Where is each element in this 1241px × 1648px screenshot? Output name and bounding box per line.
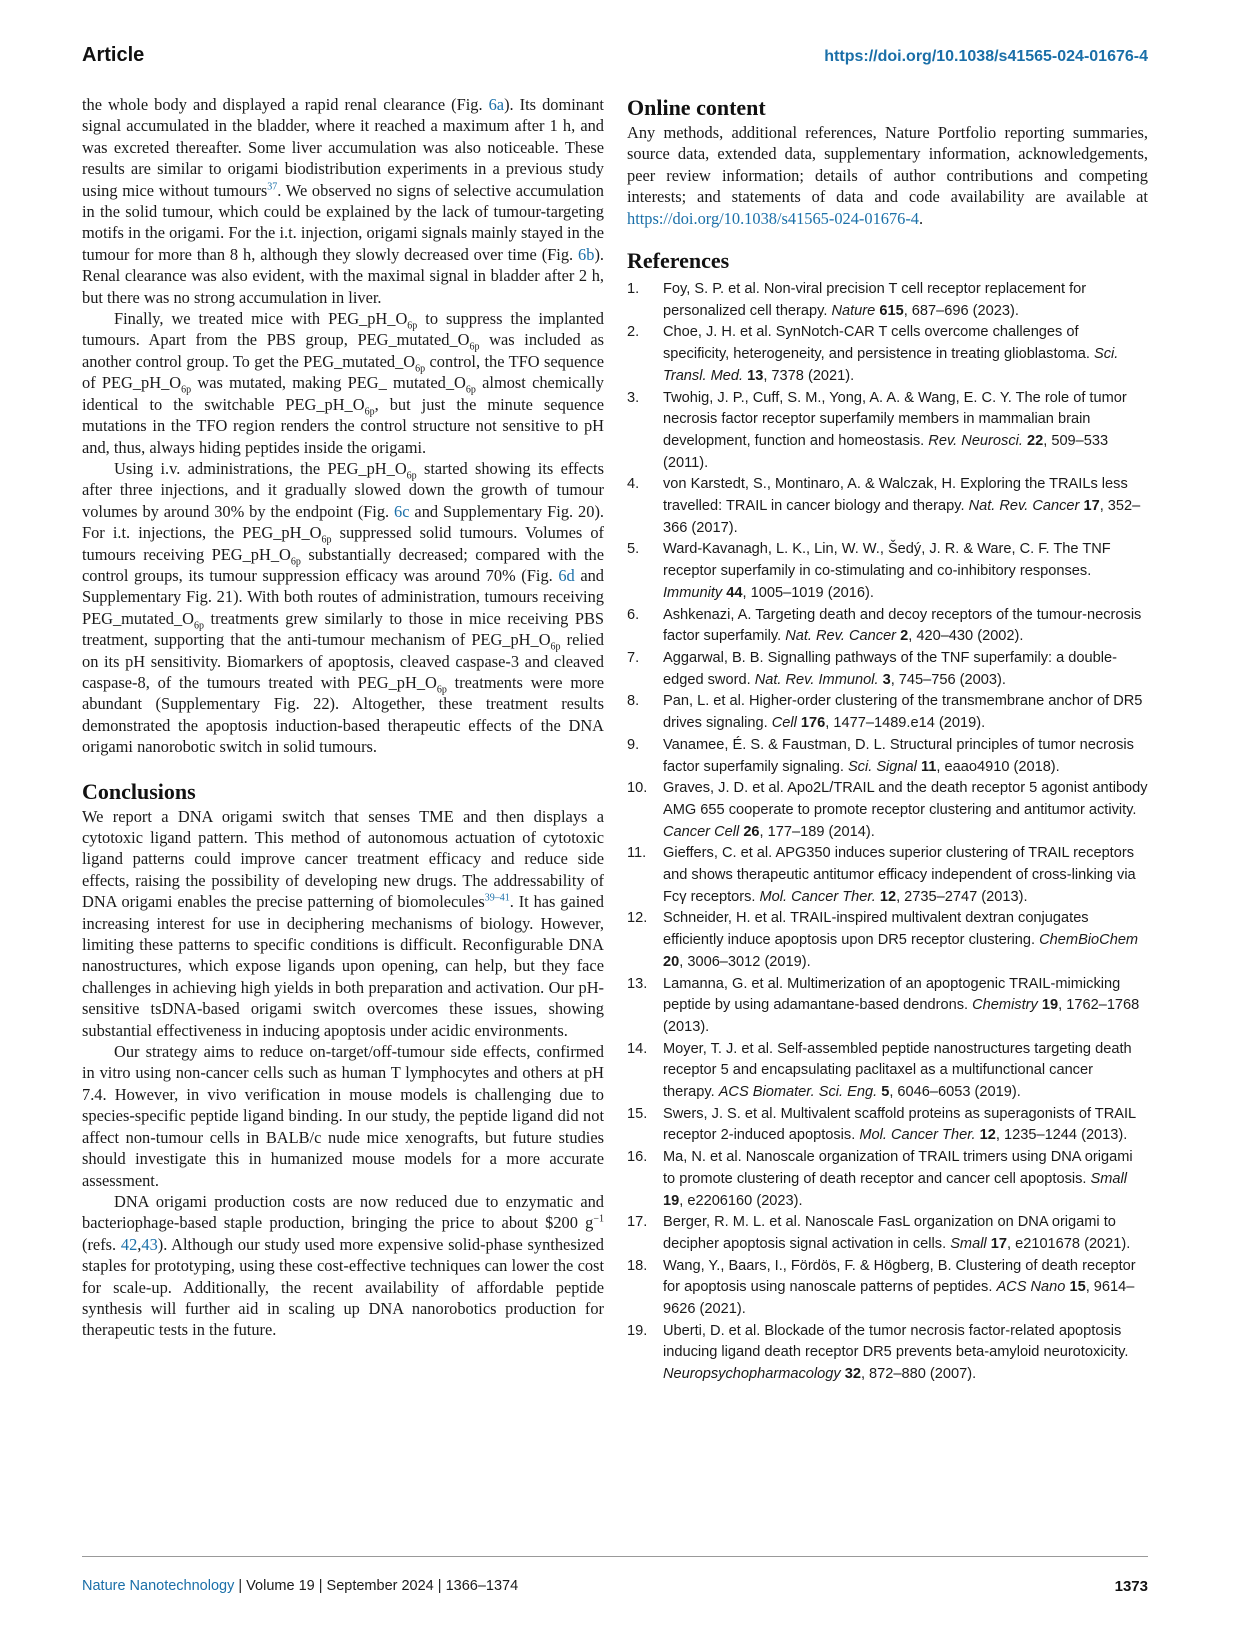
reference-pages: , 1235–1244 (2013).: [995, 1127, 1128, 1144]
reference-pages: , 1762–1768 (2013).: [663, 997, 1140, 1035]
reference-volume: 12: [979, 1127, 996, 1144]
reference-authors-title: Schneider, H. et al. TRAIL-inspired multivalent dextran conjugates efficiently induce apoptosis upon DR5 receptor clustering.: [663, 910, 1089, 949]
footer-divider: [82, 1556, 1148, 1557]
page-number: 1373: [1114, 1578, 1148, 1595]
reference-volume: 15: [1069, 1279, 1086, 1296]
reference-authors-title: Berger, R. M. L. et al. Nanoscale FasL organization on DNA origami to decipher apoptosis signal activation in cells.: [663, 1214, 1116, 1252]
reference-number: 18.: [627, 1257, 648, 1274]
reference-volume: 2: [900, 628, 909, 645]
reference-journal: Immunity: [663, 584, 723, 601]
paragraph-conclusion-3: DNA origami production costs are now reduced due to enzymatic and bacteriophage-based staple production, bringing the price to about $200 $g^{-1}$ (refs. 42,43). Although our study used more expensive solid-phase synthesized staples for prototyping, using these cost-effective techniques can lower the cost for scale-up. Additionally, the recent availability of affordable peptide synthesis will further aid in scaling up DNA nanorobotics production for therapeutic tests in the future.: [82, 1191, 604, 1340]
reference-number: 1.: [627, 281, 640, 298]
reference-number: 11.: [627, 845, 647, 862]
reference-journal: Mol. Cancer Ther.: [759, 888, 876, 905]
reference-pages: , 687–696 (2023).: [903, 302, 1019, 319]
reference-journal: Mol. Cancer Ther.: [859, 1127, 976, 1144]
reference-item: [627, 1104, 1148, 1147]
reference-pages: , 177–189 (2014).: [759, 823, 875, 840]
reference-authors-title: Ma, N. et al. Nanoscale organization of TRAIL trimers using DNA origami to promote clustering of death receptor and cancer cell apoptosis.: [663, 1149, 1133, 1187]
reference-pages: , 6046–6053 (2019).: [889, 1084, 1021, 1101]
reference-authors-title: Swers, J. S. et al. Multivalent scaffold proteins as superagonists of TRAIL receptor 2-induced apoptosis.: [663, 1105, 1136, 1144]
figure-link[interactable]: 6b: [578, 244, 595, 264]
reference-authors-title: Graves, J. D. et al. Apo2L/TRAIL and the death receptor 5 agonist antibody AMG 655 cooperate to promote receptor clustering and antitumor activity.: [663, 780, 1148, 818]
reference-journal: Sci. Signal: [847, 758, 917, 775]
reference-authors-title: von Karstedt, S., Montinaro, A. & Walczak, H. Exploring the TRAILs less travelled: TRAIL in cancer biology and therapy.: [663, 476, 1128, 515]
reference-number: 16.: [627, 1149, 648, 1166]
reference-number: 2.: [627, 324, 640, 341]
reference-volume: 17: [1083, 498, 1100, 515]
reference-authors-title: Ashkenazi, A. Targeting death and decoy receptors of the tumour-necrosis factor superfamily.: [663, 606, 1142, 645]
reference-volume: 12: [879, 888, 897, 905]
online-content-paragraph: Any methods, additional references, Nature Portfolio reporting summaries, source data, extended data, supplementary information, acknowledgements, peer review information; details of author contributions and competing interests; and statements of data and code availability are available at https://doi.org/10.1038/s41565-024-01676-4.: [627, 123, 1148, 228]
reference-number: 9.: [627, 736, 640, 753]
reference-item: [627, 605, 1148, 648]
reference-journal: Nat. Rev. Immunol.: [754, 671, 879, 688]
reference-number: 4.: [627, 476, 640, 493]
reference-item: [627, 778, 1148, 843]
paragraph-conclusion-1: We report a DNA origami switch that senses TME and then displays a cytotoxic ligand pattern. This method of autonomous actuation of cytotoxic ligand patterns could improve cancer treatment efficacy and reduce side effects, raising the possibility of developing new drugs. The addressability of DNA origami enables the precise patterning of biomolecules$^{39-41}$. It has gained increasing interest for use in deciphering mechanisms of biology. However, limiting these patterns to specific conditions is difficult. Reconfigurable DNA nanostructures, which expose ligands upon opening, can help, but they face challenges in achieving high yields in both preparation and activation. Our pH-sensitive tsDNA-based origami switch overcomes these issues, showing substantial effectiveness in inducing apoptosis under acidic environments.: [82, 806, 604, 1040]
reference-journal: Cell: [771, 715, 797, 732]
reference-journal: Small: [950, 1235, 987, 1252]
reference-item: [627, 908, 1148, 973]
paragraph-conclusion-2: Our strategy aims to reduce on-target/off-tumour side effects, confirmed in vitro using non-cancer cells such as human T lymphocytes and others at pH 7.4. However, in vivo verification in mouse models is challenging due to species-specific peptide ligand binding. In our study, the peptide ligand did not affect non-tumour cells in BALB/c nude mice xenografts, but future studies should investigate this in humanized mouse models for a more accurate assessment.: [82, 1042, 604, 1190]
reference-number: 15.: [627, 1105, 648, 1122]
reference-authors-title: Moyer, T. J. et al. Self-assembled peptide nanostructures targeting death receptor 5 and encapsulating paclitaxel as a multifunctional cancer therapy.: [663, 1040, 1132, 1101]
reference-volume: 3: [882, 671, 891, 688]
reference-item: [627, 735, 1148, 778]
citation-link[interactable]: 42: [120, 1234, 138, 1254]
reference-volume: 11: [920, 758, 937, 775]
reference-volume: 44: [726, 584, 743, 601]
reference-number: 3.: [627, 389, 640, 406]
reference-item: [627, 539, 1148, 604]
reference-item: [627, 1321, 1148, 1386]
conclusions-heading: Conclusions: [82, 778, 196, 804]
paragraph-administration: Using i.v. administrations, the $PEG\_pH\_O_{6p}$ started showing its effects after three injections, and it gradually slowed down the growth of tumour volumes by around 30% by the endpoint (Fig. 6c and Supplementary Fig. 20). For i.t. injections, the $PEG\_pH\_O_{6p}$ suppressed solid tumours. Volumes of tumours receiving $PEG\_pH\_O_{6p}$ substantially decreased; compared with the control groups, its tumour suppression efficacy was around 70% (Fig. 6d and Supplementary Fig. 21). With both routes of administration, tumours receiving $PEG\_mutated\_O_{6p}$ treatments grew similarly to those in mice receiving PBS treatment, supporting that the anti-tumour mechanism of $PEG\_pH\_O_{6p}$ relied on its pH sensitivity. Biomarkers of apoptosis, cleaved caspase-3 and cleaved caspase-8, of the tumours treated with $PEG\_pH\_O_{6p}$ treatments were more abundant (Supplementary Fig. 22). Altogether, these treatment results demonstrated the apoptosis induction-based therapeutic effects of the DNA origami nanorobotic switch in solid tumours.: [82, 458, 605, 757]
reference-item: [627, 388, 1148, 475]
issue-details: | Volume 19 | September 2024 | 1366–1374: [234, 1578, 519, 1594]
reference-journal: Nat. Rev. Cancer: [785, 628, 897, 645]
reference-item: [627, 1256, 1148, 1321]
reference-item: [627, 1212, 1148, 1255]
reference-item: [627, 648, 1148, 691]
citation-link[interactable]: 43: [141, 1234, 158, 1254]
figure-link[interactable]: 6d: [558, 565, 575, 585]
reference-authors-title: Pan, L. et al. Higher-order clustering of the transmembrane anchor of DR5 drives signaling.: [663, 693, 1143, 732]
reference-journal: Small: [1090, 1170, 1128, 1187]
reference-journal: ACS Biomater. Sci. Eng.: [718, 1084, 878, 1101]
reference-volume: 5: [881, 1084, 890, 1101]
reference-number: 13.: [627, 975, 648, 992]
references-heading: References: [627, 248, 730, 274]
reference-item: [627, 474, 1148, 539]
reference-volume: 19: [1041, 997, 1059, 1014]
paragraph-biodistribution: the whole body and displayed a rapid renal clearance (Fig. 6a). Its dominant signal accumulated in the bladder, where it reached a maximum after 1 h, and was excreted thereafter. Some liver accumulation was also noticeable. These results are similar to origami biodistribution experiments in a previous study using mice without tumours$^{37}$. We observed no signs of selective accumulation in the solid tumour, which could be explained by the lack of tumour-targeting motifs in the origami. For the i.t. injection, origami signals mainly stayed in the tumour for more than 8 h, although they slowly decreased over time (Fig. 6b). Renal clearance was also evident, with the maximal signal in bladder after 2 h, but there was no strong accumulation in liver.: [82, 95, 604, 307]
reference-journal: Sci. Transl. Med.: [663, 346, 1119, 384]
doi-link[interactable]: https://doi.org/10.1038/s41565-024-01676-4: [824, 48, 1148, 65]
reference-number: 8.: [627, 693, 640, 710]
reference-pages: , e2206160 (2023).: [679, 1192, 803, 1209]
reference-list: [627, 279, 1148, 1386]
reference-number: 12.: [627, 910, 648, 927]
reference-item: [627, 843, 1148, 908]
reference-journal: Nat. Rev. Cancer: [968, 498, 1080, 515]
reference-number: 19.: [627, 1322, 648, 1339]
reference-journal: Neuropsychopharmacology: [663, 1366, 841, 1383]
reference-journal: Rev. Neurosci.: [928, 432, 1023, 449]
online-content-doi-link[interactable]: https://doi.org/10.1038/s41565-024-01676-4: [627, 208, 919, 228]
reference-pages: , 2735–2747 (2013).: [896, 888, 1028, 905]
reference-item: [627, 1147, 1148, 1212]
reference-authors-title: Gieffers, C. et al. APG350 induces superior clustering of TRAIL receptors and shows therapeutic antitumor efficacy independent of cross-linking via Fcγ receptors.: [663, 845, 1136, 905]
paragraph-treatment: Finally, we treated mice with $PEG\_pH\_O_{6p}$ to suppress the implanted tumours. Apart from the PBS group, $PEG\_mutated\_O_{6p}$ was included as another control group. To get the $PEG\_mutated\_O_{6p}$ control, the TFO sequence of $PEG\_pH\_O_{6p}$ was mutated, making PEG_ $mutated\_O_{6p}$ almost chemically identical to the switchable $PEG\_pH\_O_{6p}$, but just the minute sequence mutations in the TFO region renders the control structure not sensitive to pH and, thus, always hiding peptides inside the origami.: [82, 309, 605, 457]
reference-authors-title: Twohig, J. P., Cuff, S. M., Yong, A. A. & Wang, E. C. Y. The role of tumor necrosis factor receptor superfamily members in mammalian brain development, function and homeostasis.: [663, 389, 1127, 449]
reference-pages: , 509–533 (2011).: [663, 432, 1109, 471]
reference-pages: , e2101678 (2021).: [1006, 1235, 1131, 1252]
citation-link[interactable]: 39–41: [484, 892, 510, 904]
figure-link[interactable]: 6c: [394, 501, 410, 521]
reference-pages: , 352–366 (2017).: [663, 498, 1141, 536]
reference-journal: Cancer Cell: [663, 823, 740, 840]
reference-pages: , 420–430 (2002).: [908, 628, 1024, 645]
online-content-heading: Online content: [627, 95, 766, 120]
left-column: [82, 94, 604, 1341]
reference-volume: 13: [747, 367, 764, 384]
reference-pages: , 1005–1019 (2016).: [742, 584, 874, 601]
reference-pages: , 7378 (2021).: [763, 367, 855, 384]
reference-authors-title: Choe, J. H. et al. SynNotch-CAR T cells overcome challenges of specificity, heterogeneity, and persistence in treating glioblastoma.: [663, 324, 1095, 363]
reference-number: 7.: [627, 649, 640, 666]
reference-authors-title: Lamanna, G. et al. Multimerization of an apoptogenic TRAIL-mimicking peptide by using adamantane-based dendrons.: [663, 975, 1121, 1014]
reference-journal: Chemistry: [972, 997, 1038, 1014]
reference-item: [627, 691, 1148, 734]
reference-item: [627, 1039, 1148, 1104]
reference-journal: Nature: [831, 302, 876, 319]
reference-authors-title: Ward-Kavanagh, L. K., Lin, W. W., Šedý, J. R. & Ware, C. F. The TNF receptor superfamily in co-stimulating and co-inhibitory responses.: [663, 541, 1111, 580]
reference-number: 10.: [627, 780, 648, 797]
reference-pages: , 1477–1489.e14 (2019).: [825, 715, 986, 732]
reference-item: [627, 279, 1148, 322]
article-label: Article: [82, 44, 145, 66]
footer-citation: [82, 1578, 518, 1594]
reference-number: 5.: [627, 541, 640, 558]
reference-pages: , 745–756 (2003).: [890, 671, 1006, 688]
reference-number: 6.: [627, 606, 640, 623]
reference-item: [627, 322, 1148, 387]
citation-link[interactable]: 37: [267, 181, 278, 193]
reference-volume: 19: [663, 1192, 680, 1209]
reference-authors-title: Foy, S. P. et al. Non-viral precision T cell receptor replacement for personalized cell therapy.: [663, 281, 1087, 319]
reference-pages: , eaao4910 (2018).: [936, 758, 1060, 775]
reference-authors-title: Vanamee, É. S. & Faustman, D. L. Structural principles of tumor necrosis factor superfamily signaling.: [663, 736, 1134, 775]
reference-volume: 615: [879, 302, 904, 319]
reference-authors-title: Wang, Y., Baars, I., Fördös, F. & Högberg, B. Clustering of death receptor for apoptosis using nanoscale patterns of peptides.: [663, 1257, 1136, 1296]
reference-pages: , 3006–3012 (2019).: [679, 953, 811, 970]
reference-volume: 22: [1026, 432, 1044, 449]
reference-item: [627, 974, 1148, 1039]
reference-journal: ACS Nano: [996, 1279, 1066, 1296]
reference-volume: 32: [844, 1366, 861, 1383]
reference-journal: ChemBioChem: [1039, 932, 1139, 949]
reference-number: 17.: [627, 1214, 648, 1231]
reference-volume: 17: [990, 1235, 1007, 1252]
journal-name[interactable]: Nature Nanotechnology: [82, 1578, 235, 1594]
reference-number: 14.: [627, 1040, 648, 1057]
reference-pages: , 872–880 (2007).: [860, 1366, 977, 1383]
reference-authors-title: Aggarwal, B. B. Signalling pathways of the TNF superfamily: a double-edged sword.: [663, 649, 1117, 688]
reference-volume: 26: [743, 823, 760, 840]
reference-authors-title: Uberti, D. et al. Blockade of the tumor necrosis factor-related apoptosis inducing ligand death receptor DR5 prevents beta-amyloid neurotoxicity.: [663, 1322, 1129, 1361]
right-column: [627, 94, 1148, 1386]
figure-link[interactable]: 6a: [488, 95, 505, 114]
reference-volume: 20: [663, 953, 680, 970]
reference-volume: 176: [800, 715, 826, 732]
reference-pages: , 9614–9626 (2021).: [663, 1279, 1135, 1318]
